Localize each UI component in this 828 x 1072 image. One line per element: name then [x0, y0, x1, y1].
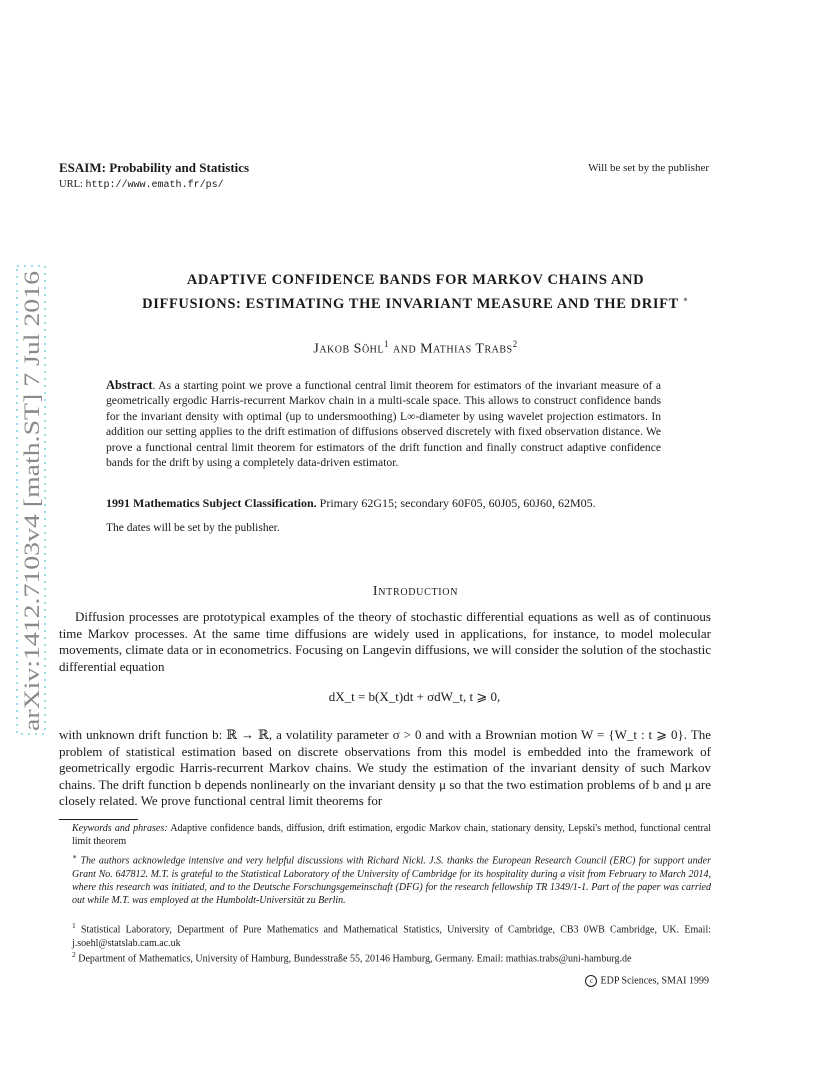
journal-url	[59, 179, 224, 191]
sde-equation: dX_t = b(X_t)dt + σdW_t, t ⩾ 0,	[328, 689, 501, 704]
footnote-affiliation-1: $^1$ Statistical Laboratory, Department of Pure Mathematics and Mathematical Statistics, University of Cambridge, CB3 0WB Cambridge, UK. Email: j.soehl@statslab.cam.ac.uk	[72, 921, 712, 949]
keywords-label: Keywords and phrases:	[72, 823, 168, 834]
paper-title	[60, 270, 771, 314]
msc-heading: 1991 Mathematics Subject Classification.	[106, 496, 317, 510]
copyright-icon: c	[585, 975, 597, 987]
url-link[interactable]: http://www.emath.fr/ps/	[85, 180, 224, 191]
journal-name: ESAIM: Probability and Statistics	[59, 160, 250, 175]
title-line-1: ADAPTIVE CONFIDENCE BANDS FOR MARKOV CHAINS AND	[186, 272, 645, 288]
abstract-text: . As a starting point we prove a functional central limit theorem for estimators of the invariant measure of a geometrically ergodic Harris-recurrent Markov chain in a multi-scale space. This allows to construct confidence bands for the invariant density with optimal (up to undersmoothing) L∞-diameter by using wavelet projection estimators. In addition our setting applies to the drift estimation of diffusions observed discretely with fixed observation distance. We prove a functional central limit theorem for estimators of the drift function and finally construct adaptive confidence bands for the drift by using a completely data-driven estimator.	[106, 379, 661, 470]
copyright-notice	[585, 975, 709, 987]
author-conjunction: and	[393, 341, 417, 357]
keywords-text: Adaptive confidence bands, diffusion, drift estimation, ergodic Markov chain, stationary density, Lepski's method, functional central limit theorem	[72, 823, 712, 848]
footnote-acknowledgement: ∗ The authors acknowledge intensive and very helpful discussions with Richard Nickl. J.S. thanks the European Research Council (ERC) for support under Grant No. 647812. M.T. is grateful to the Statistical Laboratory of the University of Cambridge for its hospitality during a visit from February to March 2014, where this research was initiated, and to the Deutsche Forschungsgemeinschaft (DFG) for the research fellowship TR 1349/1-1. Part of the paper was carried out while M.T. was employed at the Humboldt-Universität zu Berlin.	[72, 852, 712, 906]
author-1: Jakob Söhl	[313, 341, 384, 357]
footnote-keywords	[72, 822, 711, 848]
url-label: URL:	[59, 179, 83, 190]
section-heading: Introduction	[372, 584, 459, 599]
body-paragraph-2: with unknown drift function b: ℝ → ℝ, a volatility parameter σ > 0 and with a Brownian motion W = {W_t : t ⩾ 0}. The problem of statistical estimation based on discrete observations from this model is embedded into the framework of geometrically ergodic Harris-recurrent Markov chains. We study the estimation of the invariant density of such Markov chains. The drift function b depends nonlinearly on the invariant density μ so that the two estimation problems of b and μ are closely related. We prove functional central limit theorems for	[59, 727, 711, 808]
author-2: Mathias Trabs	[420, 341, 513, 357]
title-footnote-mark: ∗	[682, 295, 689, 304]
body-paragraph-1: Diffusion processes are prototypical examples of the theory of stochastic differential equations as well as of continuous time Markov processes. At the same time diffusions are widely used in applications, for instance, to model molecular movements, climate data or in econometrics. Focusing on Langevin diffusions, we will consider the solution of the stochastic differential equation	[59, 609, 711, 674]
affiliation-2-text: Department of Mathematics, University of Hamburg, Bundesstraße 55, 20146 Hamburg, Germany. Email: mathias.trabs@uni-hamburg.de	[78, 953, 632, 965]
acknowledgement-text: The authors acknowledge intensive and very helpful discussions with Richard Nickl. J.S. thanks the European Research Council (ERC) for support under Grant No. 647812. M.T. is grateful to the Statistical Laboratory of the University of Cambridge for its hospitality during a visit from February to March 2014, where this research was initiated, and to the Deutsche Forschungsgemeinschaft (DFG) for the research fellowship TR 1349/1-1. Part of the paper was carried out while M.T. was employed at the Humboldt-Universität zu Berlin.	[72, 855, 712, 906]
footnote-affiliation-2: $^2$ Department of Mathematics, University of Hamburg, Bundesstraße 55, 20146 Hamburg, Germany. Email: mathias.trabs@uni-hamburg.de	[72, 950, 632, 965]
abstract-heading: Abstract	[106, 378, 153, 392]
arxiv-stamp[interactable]	[16, 265, 46, 735]
affiliation-1-text: Statistical Laboratory, Department of Pure Mathematics and Mathematical Statistics, University of Cambridge, CB3 0WB Cambridge, UK. Email: j.soehl@statslab.cam.ac.uk	[72, 924, 712, 949]
authors: Jakob Söhl$^1$ and Mathias Trabs$^2$	[313, 339, 518, 357]
dates-note: The dates will be set by the publisher.	[106, 522, 280, 534]
arxiv-stamp-text: arXiv:1412.7103v4 [math.ST] 7 Jul 2016	[19, 358, 44, 731]
publisher-note: Will be set by the publisher	[588, 162, 709, 174]
footnote-rule	[59, 819, 138, 820]
abstract	[106, 378, 661, 470]
copyright-text: EDP Sciences, SMAI 1999	[600, 975, 709, 987]
msc-classification	[106, 496, 726, 511]
msc-text: Primary 62G15; secondary 60F05, 60J05, 60J60, 62M05.	[319, 496, 596, 510]
title-line-2: DIFFUSIONS: ESTIMATING THE INVARIANT MEASURE AND THE DRIFT ∗	[142, 295, 689, 312]
